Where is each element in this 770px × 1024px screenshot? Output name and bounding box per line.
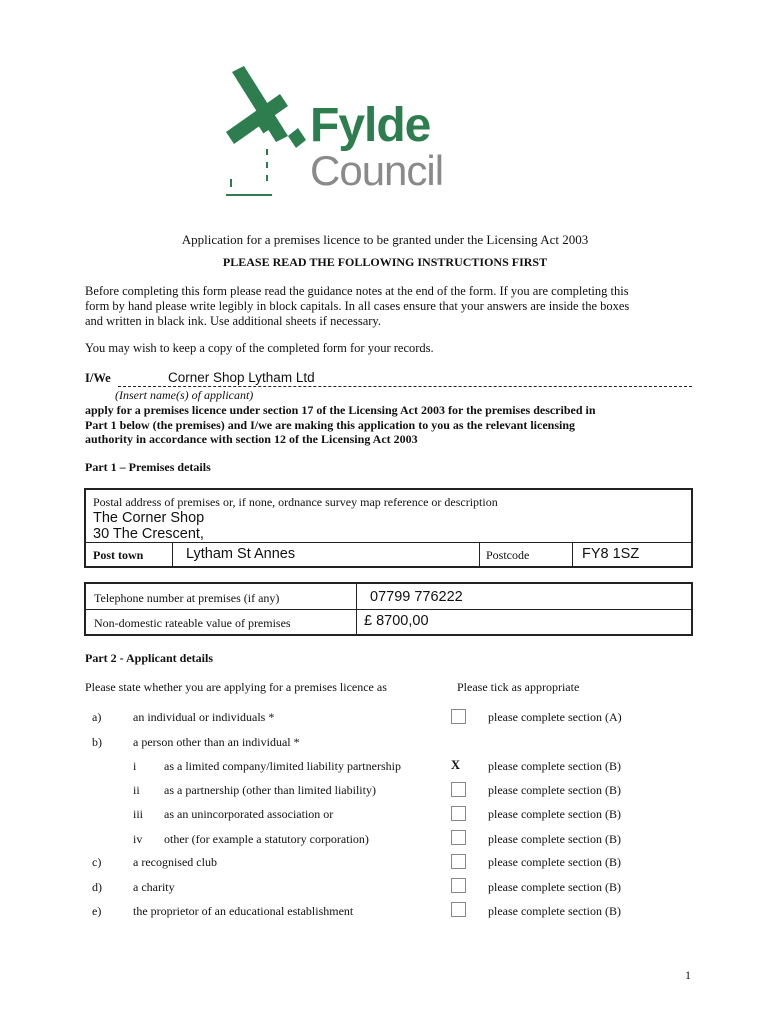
tick-box[interactable] [451, 806, 466, 821]
option-marker: b) [92, 735, 102, 749]
apply-statement [85, 403, 685, 447]
option-marker: a) [92, 710, 102, 724]
option-marker: i [133, 759, 137, 773]
option-marker: c) [92, 855, 102, 869]
instructions-line: Before completing this form please read the guidance notes at the end of the form. If you are completing this [85, 284, 629, 298]
divider [572, 542, 573, 566]
telephone-field[interactable]: 07799 776222 [370, 589, 463, 605]
part1-heading: Part 1 – Premises details [85, 460, 211, 474]
option-section: please complete section (B) [488, 807, 621, 821]
option-marker: iv [133, 832, 143, 846]
option-text: as a limited company/limited liability partnership [164, 759, 401, 773]
address-line2[interactable]: 30 The Crescent, [93, 526, 204, 542]
option-text: as a partnership (other than limited liability) [164, 783, 376, 797]
apply-line: Part 1 below (the premises) and I/we are making this application to you as the relevant licensing [85, 417, 575, 432]
option-section: please complete section (B) [488, 759, 621, 773]
instructions-text [85, 284, 685, 329]
applicant-hint: (Insert name(s) of applicant) [115, 388, 254, 402]
tick-box[interactable] [451, 878, 466, 893]
post-town-field[interactable]: Lytham St Annes [186, 546, 296, 562]
tick-box[interactable] [451, 709, 466, 724]
option-section: please complete section (B) [488, 832, 621, 846]
instructions-heading: PLEASE READ THE FOLLOWING INSTRUCTIONS FIRST [222, 255, 548, 269]
postcode-label: Postcode [486, 548, 530, 562]
rateable-label: Non-domestic rateable value of premises [94, 616, 291, 630]
part2-question: Please state whether you are applying for a premises licence as [85, 680, 387, 694]
option-section: please complete section (B) [488, 783, 621, 797]
post-town-label: Post town [93, 548, 144, 562]
divider [86, 609, 691, 610]
option-section: please complete section (B) [488, 904, 621, 918]
option-section: please complete section (B) [488, 855, 621, 869]
tick-box[interactable] [451, 782, 466, 797]
option-marker: ii [133, 783, 140, 797]
applicant-name-value: Corner Shop Lytham Ltd [168, 370, 315, 385]
fylde-council-logo [222, 64, 482, 204]
divider [86, 542, 691, 543]
tick-box[interactable] [451, 902, 466, 917]
option-text: as an unincorporated association or [164, 807, 334, 821]
tick-heading: Please tick as appropriate [457, 680, 580, 694]
option-text: a recognised club [133, 855, 217, 869]
logo-text-council: Council [310, 147, 444, 194]
telephone-label: Telephone number at premises (if any) [94, 591, 280, 605]
option-section: please complete section (A) [488, 710, 622, 724]
option-text: a person other than an individual * [133, 735, 300, 749]
tick-box[interactable] [451, 854, 466, 869]
rateable-field[interactable]: £ 8700,00 [364, 613, 429, 629]
option-text: a charity [133, 880, 175, 894]
form-title: Application for a premises licence to be granted under the Licensing Act 2003 [181, 232, 589, 247]
part2-heading: Part 2 - Applicant details [85, 651, 213, 665]
divider [172, 542, 173, 566]
premises-address-box [84, 488, 693, 568]
windmill-icon [222, 64, 312, 199]
premises-details-box [84, 582, 693, 636]
page-number: 1 [685, 968, 691, 982]
instructions-line: and written in black ink. Use additional sheets if necessary. [85, 314, 381, 328]
option-text: an individual or individuals * [133, 710, 275, 724]
address-label: Postal address of premises or, if none, ordnance survey map reference or description [93, 495, 498, 509]
option-text: the proprietor of an educational establishment [133, 904, 354, 918]
instructions-line: form by hand please write legibly in block capitals. In all cases ensure that your answers are inside the boxes [85, 299, 630, 313]
divider [479, 542, 480, 566]
copy-note: You may wish to keep a copy of the completed form for your records. [85, 341, 434, 355]
option-section: please complete section (B) [488, 880, 621, 894]
address-line1[interactable]: The Corner Shop [93, 510, 205, 526]
apply-line: authority in accordance with section 12 of the Licensing Act 2003 [85, 432, 418, 446]
applicant-label: I/We [85, 371, 111, 385]
logo-text-fylde: Fylde [310, 99, 431, 152]
apply-line: apply for a premises licence under section 17 of the Licensing Act 2003 for the premises described in [85, 403, 596, 417]
postcode-field[interactable]: FY8 1SZ [582, 546, 640, 562]
tick-box[interactable] [451, 830, 466, 845]
applicant-name-field[interactable] [118, 370, 692, 387]
option-marker: iii [133, 807, 144, 821]
option-marker: d) [92, 880, 102, 894]
option-marker: e) [92, 904, 102, 918]
tick-box-checked[interactable]: X [451, 758, 461, 772]
option-text: other (for example a statutory corporation) [164, 832, 369, 846]
